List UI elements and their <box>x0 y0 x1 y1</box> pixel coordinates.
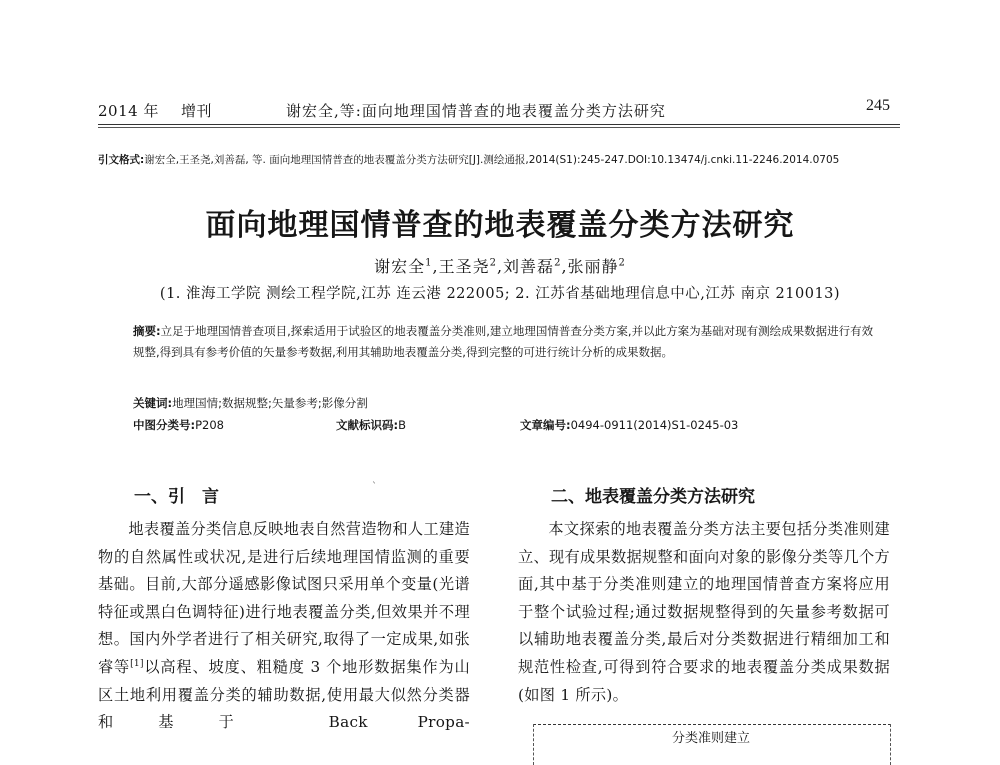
keywords <box>133 395 368 411</box>
doc-code-label: 文献标识码: <box>336 418 399 432</box>
section-heading-methods: 二、地表覆盖分类方法研究 <box>551 487 755 507</box>
doc-code-value: B <box>398 418 406 432</box>
paragraph: 本文探索的地表覆盖分类方法主要包括分类准则建立、现有成果数据规整和面向对象的影像分类等几个方面,其中基于分类准则建立的地理国情普查方案将应用于整个试验过程;通过数据规整得到的矢量参考数据可以辅助地表覆盖分类,最后对分类数据进行精细加工和规范性检查,可得到符合要求的地表覆盖分类成果数据(如图 1 所示)。 <box>518 520 890 704</box>
paragraph <box>98 516 470 737</box>
citation-format <box>98 151 908 169</box>
abstract-label: 摘要: <box>133 324 161 338</box>
citation-text: 谢宏全,王圣尧,刘善磊, 等. 面向地理国情普查的地表覆盖分类方法研究[J].测绘通报,2014(S1):245-247.DOI:10.13474/j.cnki.11-2246.2014.0705 <box>144 154 840 166</box>
author-affiliation-mark: 2 <box>618 257 626 269</box>
citation-label: 引文格式: <box>98 154 145 166</box>
article-number-value: 0494-0911(2014)S1-0245-03 <box>570 418 739 432</box>
running-header-title: 谢宏全,等:面向地理国情普查的地表覆盖分类方法研究 <box>286 102 666 120</box>
article-number-label: 文章编号: <box>520 418 571 432</box>
section-heading-introduction: 一、引 言 <box>134 487 219 507</box>
affiliations: (1. 淮海工学院 测绘工程学院,江苏 连云港 222005; 2. 江苏省基础地理信息中心,江苏 南京 210013) <box>159 286 841 302</box>
document-code <box>336 417 406 433</box>
page-number: 245 <box>866 97 890 114</box>
column-left-body <box>98 516 470 737</box>
clc-label: 中图分类号: <box>133 418 196 432</box>
reference-mark: [1] <box>130 658 144 669</box>
paragraph-text: 地表覆盖分类信息反映地表自然营造物和人工建造物的自然属性或状况,是进行后续地理国情监测的重要基础。目前,大部分遥感影像试图只采用单个变量(光谱特征或黑白色调特征)进行地表覆盖分类,但效果并不理想。国内外学者进行了相关研究,取得了一定成果,如张睿等 <box>98 520 470 676</box>
author-name: 张丽静 <box>567 257 619 276</box>
header-issue: 增刊 <box>180 102 212 120</box>
paragraph-text: 以高程、坡度、粗糙度 3 个地形数据集作为山区土地利用覆盖分类的辅助数据,使用最大似然分类器和基于 Back Propa- <box>98 657 471 732</box>
paper-title: 面向地理国情普查的地表覆盖分类方法研究 <box>205 208 795 243</box>
scan-speck: ` <box>372 482 377 493</box>
author-name: 刘善磊 <box>503 257 555 276</box>
figure-1-box-label: 分类准则建立 <box>671 731 750 746</box>
author-affiliation-mark: 1 <box>425 257 433 269</box>
author-name: 谢宏全 <box>374 257 426 276</box>
author-affiliation-mark: 2 <box>554 257 562 269</box>
article-number <box>520 417 738 433</box>
running-header-issue <box>98 100 212 121</box>
column-right-body <box>518 516 890 709</box>
keywords-text: 地理国情;数据规整;矢量参考;影像分割 <box>172 396 368 410</box>
clc-value: P208 <box>195 418 224 432</box>
abstract <box>133 321 878 363</box>
author-list: 谢宏全$^1$,王圣尧$^2$,刘善磊$^2$,张丽静$^2$ <box>374 257 626 276</box>
author-affiliation-mark: 2 <box>489 257 497 269</box>
clc-number <box>133 417 224 433</box>
abstract-text: 立足于地理国情普查项目,探索适用于试验区的地表覆盖分类准则,建立地理国情普查分类方案,并以此方案为基础对现有测绘成果数据进行有效规整,得到具有参考价值的矢量参考数据,利用其辅助地表覆盖分类,得到完整的可进行统计分析的成果数据。 <box>133 324 874 359</box>
header-rule-top <box>98 124 900 125</box>
header-year: 2014 年 <box>98 102 159 120</box>
keywords-label: 关键词: <box>133 396 173 410</box>
author-name: 王圣尧 <box>438 257 490 276</box>
header-rule-bottom <box>98 127 900 128</box>
